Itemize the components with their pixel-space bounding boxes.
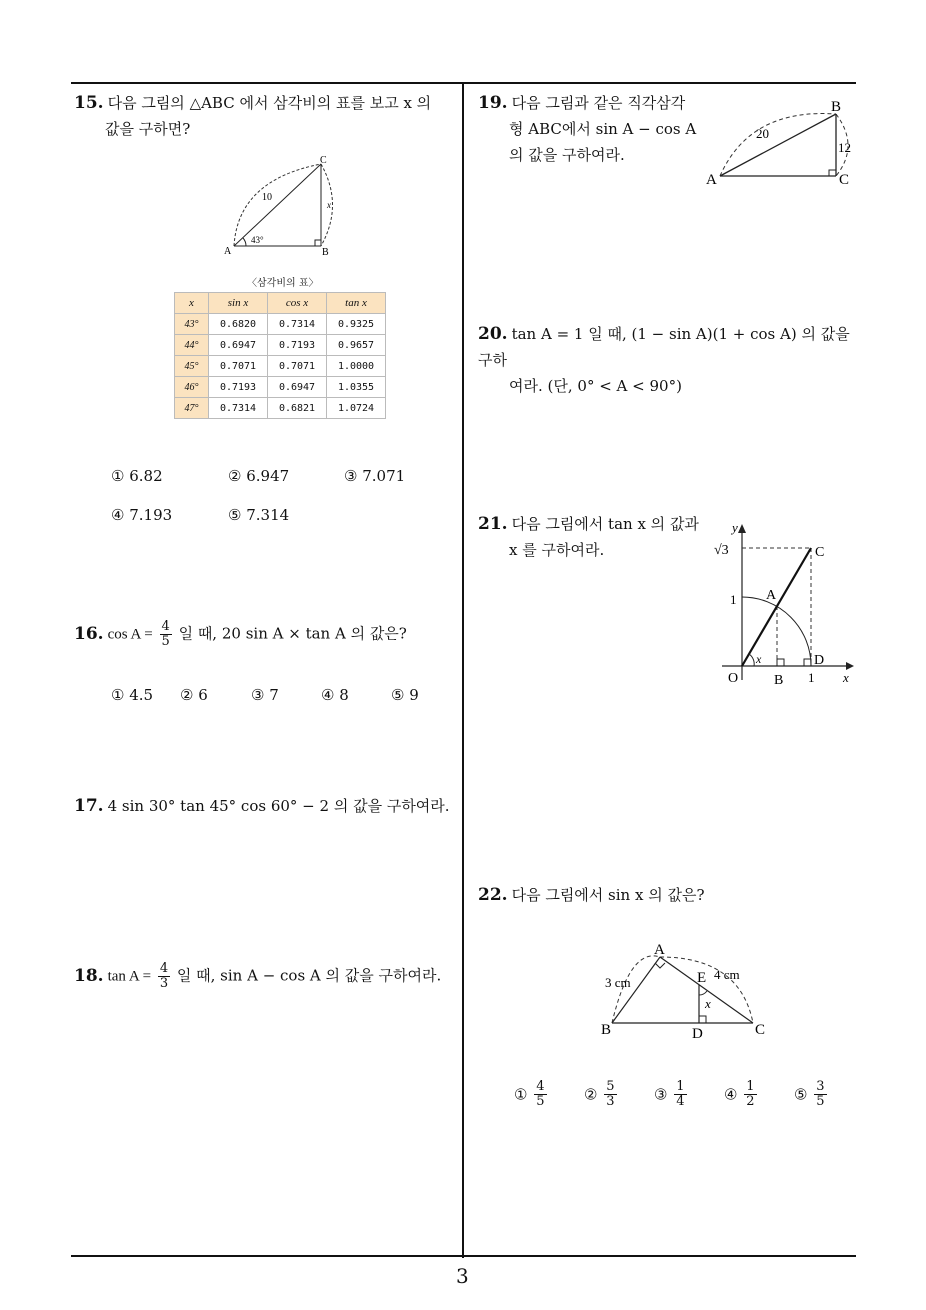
fraction-denominator: 5	[536, 1094, 545, 1109]
question-text-line2: 여라. (단, 0° < A < 90°)	[509, 377, 682, 395]
equation-lhs: tan A =	[107, 968, 152, 985]
fraction-denominator: 5	[161, 634, 170, 649]
label-b: B	[831, 99, 842, 115]
side-ab-label: 3 cm	[605, 975, 631, 990]
choice-2[interactable]	[584, 1080, 619, 1109]
fraction	[744, 1080, 756, 1109]
table-cell: 0.7314	[268, 314, 327, 335]
table-cell: 1.0355	[327, 377, 386, 398]
x-one-label: 1	[808, 670, 815, 685]
table-header: tan x	[327, 293, 386, 314]
fraction	[604, 1080, 616, 1109]
origin-label: O	[728, 671, 739, 686]
y-axis-label: y	[732, 520, 738, 535]
question-text-line3: 의 값을 구하여라.	[509, 146, 625, 164]
question-number: 20.	[478, 324, 508, 344]
label-a: A	[224, 246, 232, 257]
fraction-denominator: 5	[816, 1094, 825, 1109]
question-20	[478, 321, 863, 399]
x-axis-label: x	[843, 670, 849, 685]
label-b: B	[322, 247, 329, 258]
choice-4[interactable]: ④ 7.193	[111, 506, 173, 524]
fraction-numerator: 3	[816, 1079, 825, 1094]
label-b: B	[774, 673, 784, 688]
question-text-line2: 형 ABC에서 sin A − cos A	[509, 120, 697, 138]
page-number: 3	[456, 1264, 469, 1288]
hypotenuse-label: 10	[262, 192, 272, 203]
question-22	[478, 882, 863, 908]
side-ac-label: 4 cm	[714, 967, 740, 982]
table-cell: 0.6821	[268, 398, 327, 419]
fraction	[674, 1080, 686, 1109]
fraction-numerator: 4	[159, 961, 169, 976]
table-header: sin x	[209, 293, 268, 314]
table-cell: 0.7071	[268, 356, 327, 377]
fraction	[534, 1080, 546, 1109]
question-21	[478, 511, 708, 563]
table-cell: 0.7071	[209, 356, 268, 377]
hypotenuse-label: 20	[756, 126, 769, 141]
table-row	[175, 335, 386, 356]
choice-mark: ⑤	[794, 1085, 808, 1104]
question-text: 4 sin 30° tan 45° cos 60° − 2 의 값을 구하여라.	[107, 797, 450, 815]
table-cell: 0.7314	[209, 398, 268, 419]
question-number: 22.	[478, 885, 508, 905]
question-19	[478, 90, 708, 168]
column-divider	[462, 82, 464, 1258]
choice-3[interactable]	[654, 1080, 689, 1109]
choice-3[interactable]: ③ 7.071	[344, 467, 406, 485]
q19-triangle-figure	[700, 96, 860, 192]
side-x-label: x	[327, 200, 331, 210]
table-cell: 1.0000	[327, 356, 386, 377]
fraction-denominator: 3	[606, 1094, 615, 1109]
question-18	[74, 962, 459, 991]
question-number: 16.	[74, 623, 104, 644]
fraction-denominator: 3	[159, 976, 169, 991]
choice-1[interactable]: ① 4.5	[111, 686, 154, 704]
table-cell: 0.6947	[209, 335, 268, 356]
choice-mark: ③	[654, 1085, 668, 1104]
table-cell: 0.7193	[268, 335, 327, 356]
sqrt3-label: √3	[714, 543, 729, 558]
label-a: A	[766, 588, 777, 603]
question-number: 17.	[74, 796, 104, 816]
table-row	[175, 356, 386, 377]
choice-5[interactable]: ⑤ 7.314	[228, 506, 290, 524]
fraction-numerator: 4	[161, 619, 170, 634]
question-number: 19.	[478, 93, 508, 113]
y-one-label: 1	[730, 592, 737, 607]
equation-lhs: cos A =	[107, 626, 153, 643]
angle-label: 43°	[251, 235, 264, 245]
label-c: C	[320, 155, 327, 166]
table-cell: 0.9657	[327, 335, 386, 356]
angle-x-label: x	[756, 652, 762, 666]
table-header: x	[175, 293, 209, 314]
label-c: C	[755, 1022, 766, 1038]
table-cell: 0.9325	[327, 314, 386, 335]
question-text-line1: tan A = 1 일 때, (1 − sin A)(1 + cos A) 의 값을 구하	[478, 325, 850, 369]
question-number: 18.	[74, 965, 104, 986]
table-header: cos x	[268, 293, 327, 314]
choice-3[interactable]: ③ 7	[251, 686, 279, 704]
label-a: A	[706, 172, 717, 188]
question-17	[74, 793, 459, 819]
table-row	[175, 314, 386, 335]
table-cell: 1.0724	[327, 398, 386, 419]
question-text: 일 때, sin A − cos A 의 값을 구하여라.	[176, 966, 442, 985]
label-c: C	[815, 545, 825, 560]
question-16	[74, 620, 459, 649]
question-text-line1: 다음 그림에서 tan x 의 값과	[511, 515, 699, 533]
fraction-denominator: 4	[676, 1094, 685, 1109]
choice-mark: ①	[514, 1085, 528, 1104]
question-15	[74, 90, 459, 142]
question-text: 다음 그림에서 sin x 의 값은?	[511, 886, 705, 904]
fraction-numerator: 1	[676, 1079, 685, 1094]
question-text: 일 때, 20 sin A × tan A 의 값은?	[178, 624, 407, 643]
question-text-line2: 값을 구하면?	[105, 120, 191, 138]
fraction	[814, 1080, 826, 1109]
bottom-rule	[71, 1255, 856, 1257]
choice-2[interactable]: ② 6.947	[228, 467, 290, 485]
angle-x-label: x	[705, 996, 711, 1011]
q15-triangle-figure	[218, 150, 338, 260]
fraction-denominator: 2	[746, 1094, 755, 1109]
choice-4[interactable]	[724, 1080, 759, 1109]
table-row	[175, 398, 386, 419]
choice-4[interactable]: ④ 8	[321, 686, 349, 704]
choice-5[interactable]: ⑤ 9	[391, 686, 419, 704]
label-e: E	[697, 970, 707, 986]
choice-1[interactable]	[514, 1080, 549, 1109]
table-row	[175, 377, 386, 398]
fraction-numerator: 1	[746, 1079, 755, 1094]
table-cell: 44°	[175, 335, 209, 356]
table-header-row	[175, 293, 386, 314]
label-b: B	[601, 1022, 612, 1038]
q22-triangle-figure	[590, 935, 780, 1045]
fraction-numerator: 5	[606, 1079, 615, 1094]
table-cell: 43°	[175, 314, 209, 335]
fraction	[158, 962, 170, 991]
choice-5[interactable]	[794, 1080, 829, 1109]
fraction	[160, 620, 172, 649]
question-number: 21.	[478, 514, 508, 534]
label-d: D	[692, 1026, 703, 1042]
question-text-line2: x 를 구하여라.	[509, 541, 605, 559]
side-label: 12	[838, 140, 851, 155]
table-cell: 45°	[175, 356, 209, 377]
table-cell: 47°	[175, 398, 209, 419]
question-number: 15.	[74, 93, 104, 113]
question-text-line1: 다음 그림의 △ABC 에서 삼각비의 표를 보고 x 의	[107, 94, 432, 112]
table-cell: 46°	[175, 377, 209, 398]
label-c: C	[839, 172, 850, 188]
label-d: D	[814, 653, 825, 668]
choice-mark: ②	[584, 1085, 598, 1104]
trig-table-title: 〈삼각비의 표〉	[247, 278, 319, 289]
fraction-numerator: 4	[536, 1079, 545, 1094]
choice-2[interactable]: ② 6	[180, 686, 208, 704]
choice-mark: ④	[724, 1085, 738, 1104]
label-a: A	[654, 942, 665, 958]
table-cell: 0.6820	[209, 314, 268, 335]
table-cell: 0.7193	[209, 377, 268, 398]
question-text-line1: 다음 그림과 같은 직각삼각	[511, 94, 686, 112]
trig-table	[174, 292, 386, 419]
choice-1[interactable]: ① 6.82	[111, 467, 163, 485]
table-cell: 0.6947	[268, 377, 327, 398]
q21-coordinate-figure	[704, 518, 864, 688]
